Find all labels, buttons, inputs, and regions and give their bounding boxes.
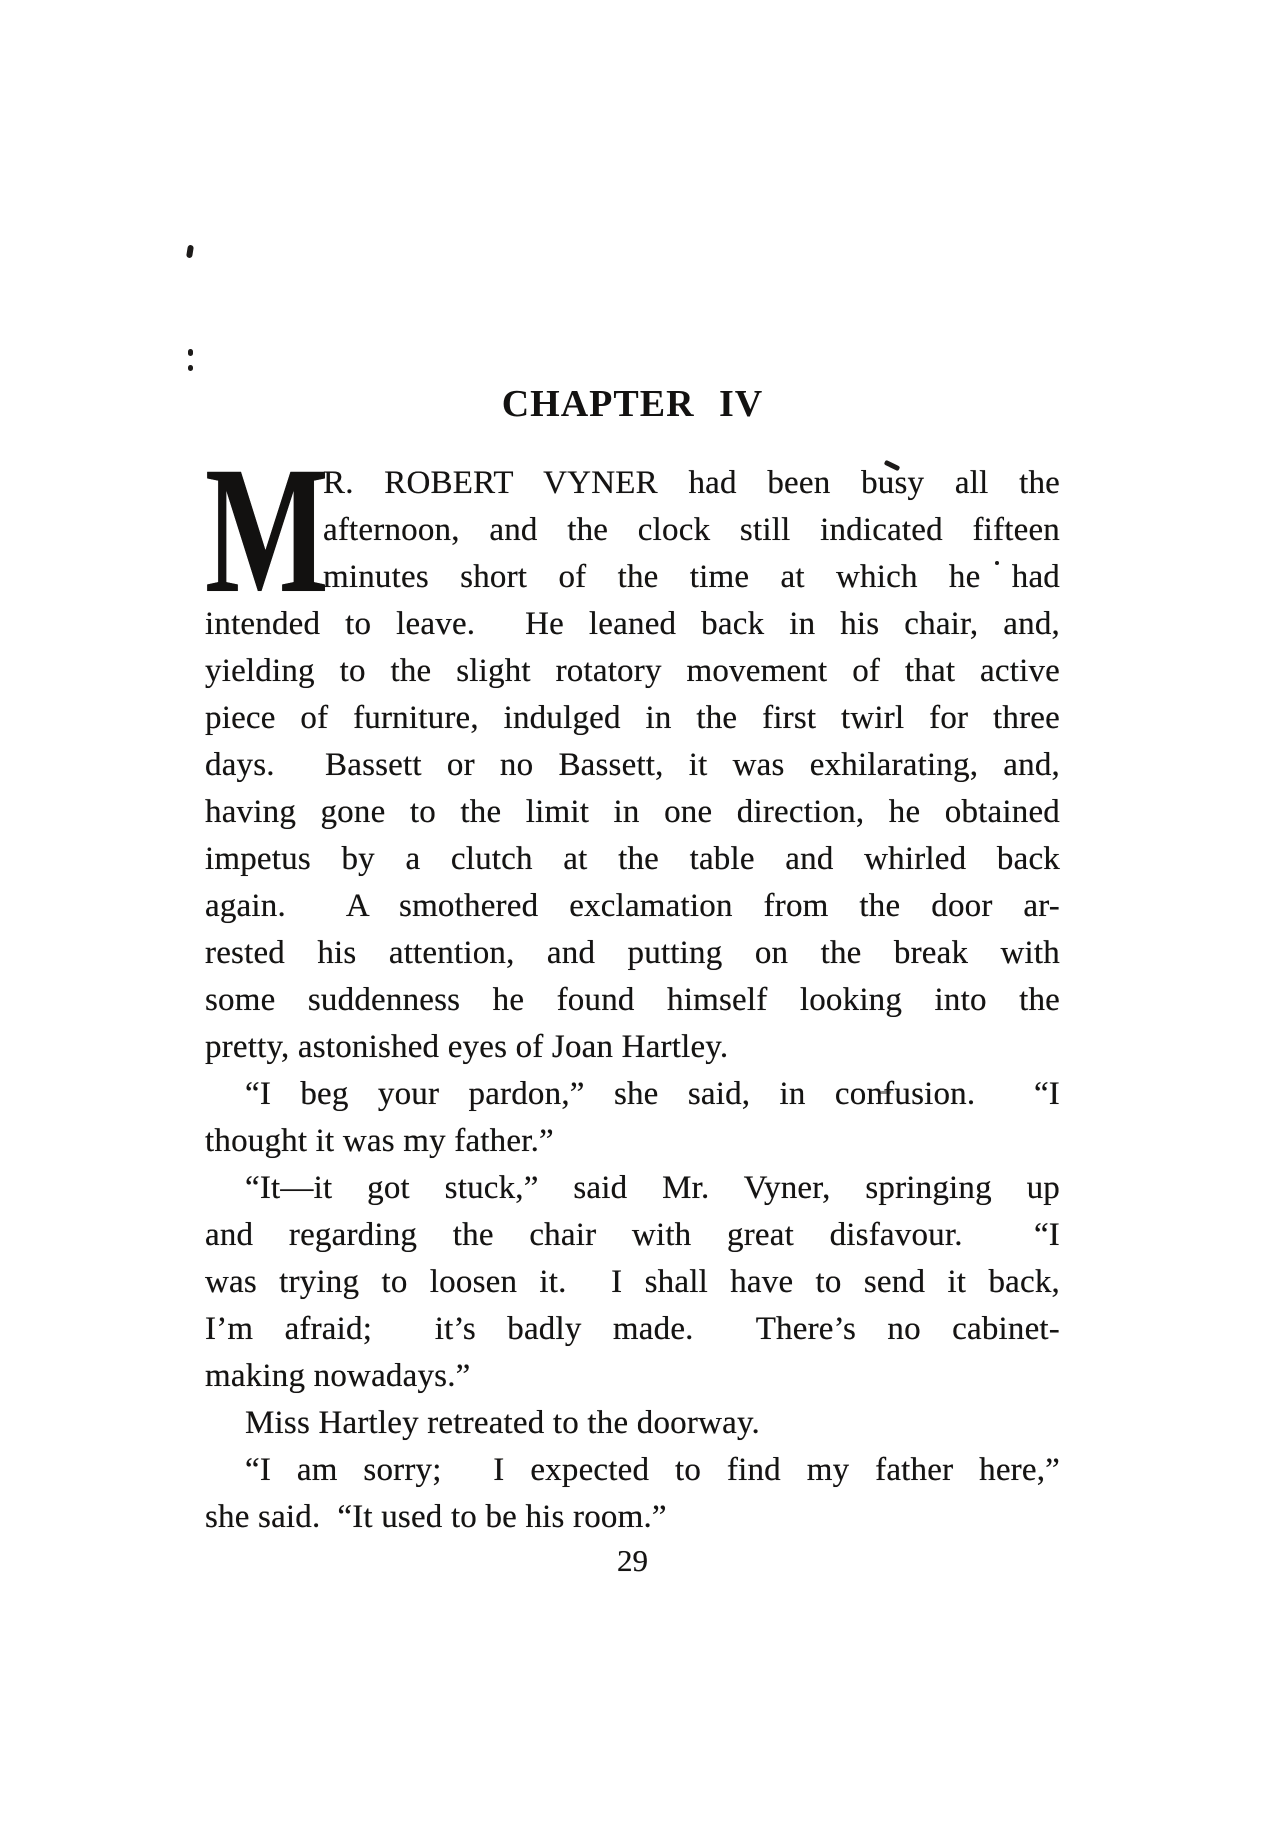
page-body (205, 430, 1060, 1541)
text-line: pretty, astonished eyes of Joan Hartley. (205, 1029, 729, 1065)
ink-speck (186, 245, 194, 259)
text-line: she said. “It used to be his room.” (205, 1499, 667, 1535)
paragraph (205, 1071, 1060, 1165)
drop-cap-letter: M (205, 430, 329, 631)
text-line: and regarding the chair with great disfavour. “I (205, 1217, 1060, 1253)
text-line: piece of furniture, indulged in the first twirl for three (205, 700, 1060, 736)
text-line: thought it was my father.” (205, 1123, 554, 1159)
paragraph (205, 1165, 1060, 1400)
text-line: I’m afraid; it’s badly made. There’s no cabinet- (205, 1311, 1060, 1347)
drop-cap (205, 430, 329, 631)
text-line: “I am sorry; I expected to find my father here,” (245, 1452, 1060, 1488)
text-line: “It—it got stuck,” said Mr. Vyner, springing up (245, 1170, 1060, 1206)
paragraph (205, 1447, 1060, 1541)
text-line: yielding to the slight rotatory movement of that active (205, 653, 1060, 689)
text-line: having gone to the limit in one direction, he obtained (205, 794, 1060, 830)
text-line: intended to leave. He leaned back in his chair, and, (205, 606, 1060, 642)
text-line: some suddenness he found himself looking into the (205, 982, 1060, 1018)
paragraph (205, 430, 1060, 1071)
text-line: making nowadays.” (205, 1358, 471, 1394)
text-line: again. A smothered exclamation from the door ar- (205, 888, 1060, 924)
ink-speck (188, 349, 193, 356)
text-line: rested his attention, and putting on the break with (205, 935, 1060, 971)
text-line: “I beg your pardon,” she said, in confusion. “I (245, 1076, 1060, 1112)
ink-speck (188, 365, 193, 371)
text-line: was trying to loosen it. I shall have to send it back, (205, 1264, 1060, 1300)
page-number: 29 (617, 1543, 648, 1578)
paragraph (205, 1400, 1060, 1447)
text-line: days. Bassett or no Bassett, it was exhilarating, and, (205, 747, 1060, 783)
text-line: impetus by a clutch at the table and whirled back (205, 841, 1060, 877)
chapter-heading: CHAPTER IV (501, 383, 764, 425)
text-line: Miss Hartley retreated to the doorway. (245, 1405, 760, 1441)
text-line: afternoon, and the clock still indicated fifteen (323, 512, 1060, 548)
text-line: R. ROBERT VYNER had been busy all the (323, 465, 1060, 501)
text-line: minutes short of the time at which he had (323, 559, 1060, 595)
